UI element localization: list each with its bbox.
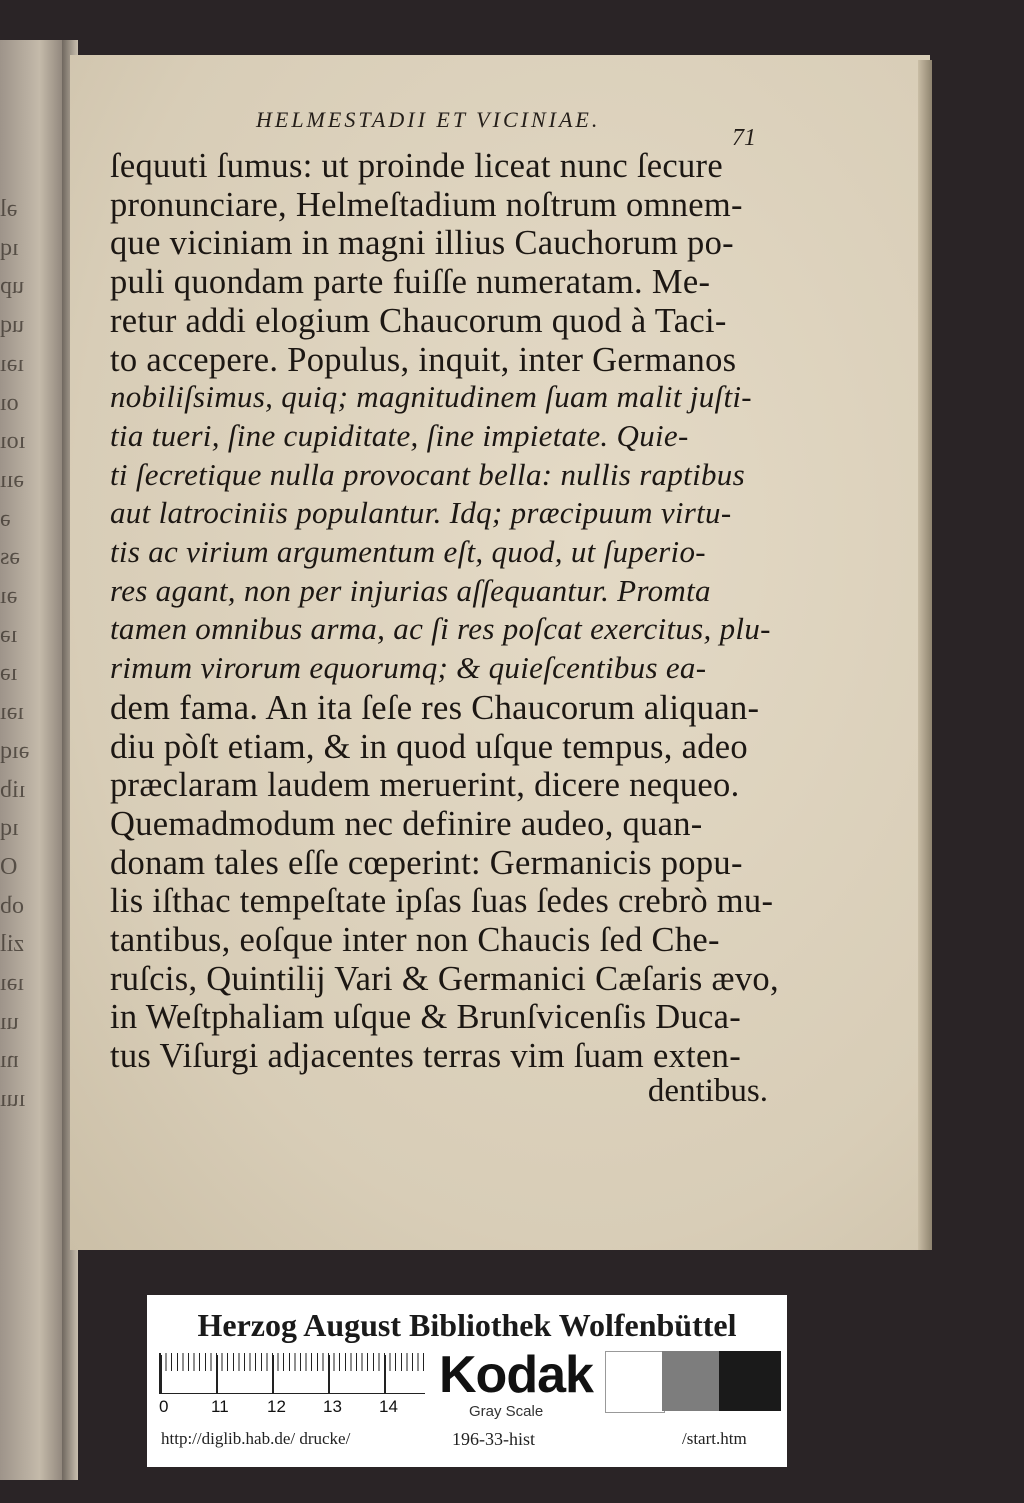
facing-glyph: O [0,853,18,880]
facing-glyph: ıəı [0,699,24,726]
gray-swatch [662,1351,720,1411]
ruler-number: 11 [211,1397,229,1416]
book-page [70,55,930,1250]
text-line: aut latrociniis populantur. Idq; præcipuum virtu- [110,495,732,531]
facing-glyph: uq [0,312,24,339]
catchword: dentibus. [647,1073,768,1109]
color-target-card [147,1295,787,1467]
gray-swatch [719,1351,781,1411]
facing-glyph: əı [0,583,18,610]
kodak-logo: Kodak [439,1346,593,1404]
text-line: to accepere. Populus, inquit, inter Germanos [110,340,737,379]
text-line: ti ſecretique nulla provocant bella: nullis raptibus [110,456,745,492]
facing-glyph: up [0,273,24,300]
facing-glyph: uı [0,1008,19,1035]
facing-glyph: əl [0,196,18,222]
gray-scale-label: Gray Scale [469,1403,544,1420]
facing-glyph: ıəı [0,350,24,377]
text-line: puli quondam parte fuiſſe numeratam. Me- [110,263,711,302]
text-line: nobiliſsimus, quiq; magnitudinem ſuam malit juſti- [110,379,752,415]
text-line: tia tueri, ſine cupiditate, ſine impietate. Quie- [110,417,689,453]
text-line: ruſcis, Quintilij Vari & Germanici Cæſaris ævo, [110,959,779,998]
facing-glyph: ıəı [0,970,24,997]
scale-ruler [159,1353,425,1394]
text-line: tamen omnibus arma, ac ſi res poſcat exercitus, plu- [110,611,771,647]
facing-glyph: ıə [0,660,18,687]
text-line: donam tales eſſe cœperint: Germanicis popu- [110,843,743,882]
ruler-number: 14 [379,1397,398,1416]
facing-glyph: ıq [0,234,19,261]
facing-glyph: ıə [0,621,18,648]
facing-glyph: ıoı [0,428,26,455]
text-line: tis ac virium argumentum eſt, quod, ut ſuperio- [110,534,706,569]
page-fore-edge [918,60,932,1250]
facing-page-text [0,190,64,1119]
facing-glyph: zil [0,931,24,958]
page-number: 71 [732,125,756,151]
text-line: lis iſthac tempeſtate ipſas ſuas ſedes crebrò mu- [110,882,774,921]
text-line: que viciniam in magni illius Cauchorum po- [110,224,734,263]
text-line: retur addi elogium Chaucorum quod à Taci- [110,301,727,340]
text-line: præclaram laudem meruerint, dicere nequeo. [110,766,740,805]
facing-glyph: əıı [0,466,24,493]
facing-glyph: nı [0,1047,19,1074]
text-line: in Weſtphaliam uſque & Brunſvicenſis Duca- [110,998,742,1037]
facing-glyph: ıuı [0,1086,26,1113]
text-line: pronunciare, Helmeſtadium noſtrum omnem- [110,185,743,224]
text-line: tus Viſurgi adjacentes terras vim ſuam exten- [110,1037,741,1076]
text-line: res agant, non per injurias aſſequantur. Promta [110,572,711,608]
ruler-number: 13 [323,1397,342,1416]
shelfmark: 196-33-hist [452,1429,535,1449]
facing-glyph: əıq [0,737,30,764]
ruler-number: 12 [267,1397,286,1416]
facing-glyph: ob [0,892,24,919]
url-right: /start.htm [682,1429,747,1448]
ruler-number: 0 [159,1397,169,1416]
facing-page-edge [0,40,66,1480]
text-line: diu pòſt etiam, & in quod uſque tempus, adeo [110,727,748,766]
text-line: tantibus, eoſque inter non Chaucis ſed Che- [110,921,720,959]
text-line: dem fama. An ita ſeſe res Chaucorum aliquan- [110,688,760,727]
facing-glyph: oı [0,389,19,416]
gray-swatch [605,1351,665,1413]
facing-glyph: ıib [0,776,26,803]
facing-glyph: əs [0,544,20,571]
text-line: Quemadmodum nec definire audeo, quan- [110,804,703,843]
url-left: http://diglib.hab.de/ drucke/ [161,1429,351,1448]
facing-glyph: ıq [0,815,19,842]
text-line: ſequuti ſumus: ut proinde liceat nunc ſecure [110,147,723,185]
text-line: rimum virorum equorumq; & quieſcentibus ea- [110,650,707,686]
library-name: Herzog August Bibliothek Wolfenbüttel [197,1307,737,1343]
facing-glyph: ə [0,505,11,532]
running-head: HELMESTADII ET VICINIAE. [256,107,601,132]
